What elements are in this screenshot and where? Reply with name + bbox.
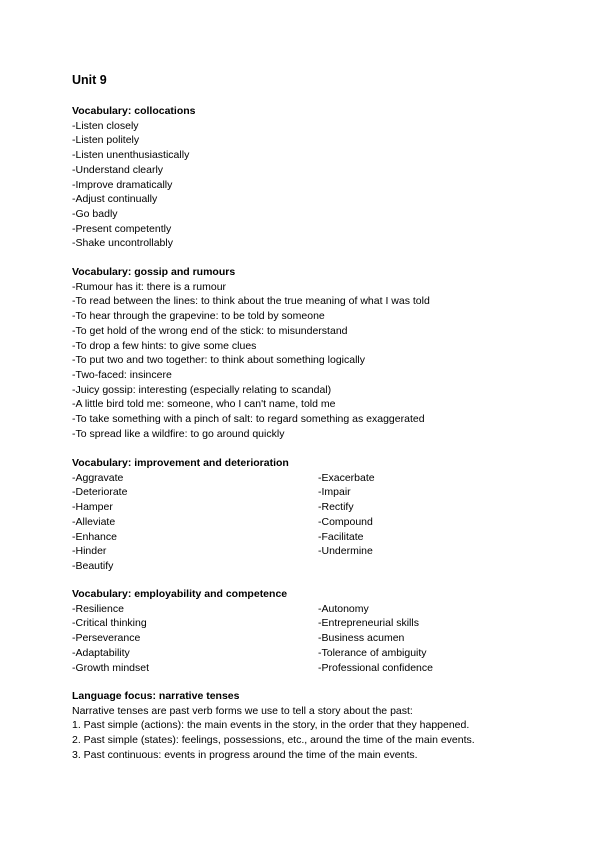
list-item: -Exacerbate	[318, 471, 375, 484]
list-item: -Aggravate	[72, 471, 124, 484]
list-item: -Listen closely	[72, 119, 139, 132]
employability-left-column	[72, 602, 318, 676]
list-item: -To get hold of the wrong end of the stick: to misunderstand	[72, 324, 348, 337]
list-item: -To read between the lines: to think about the true meaning of what I was told	[72, 295, 430, 308]
list-item: -Alleviate	[72, 515, 116, 528]
list-item: -Beautify	[72, 559, 114, 572]
improvement-heading: Vocabulary: improvement and deterioration	[72, 457, 289, 469]
list-item: -A little bird told me: someone, who I can't name, told me	[72, 398, 336, 411]
improvement-left-column	[72, 471, 318, 574]
unit-title: Unit 9	[72, 73, 107, 87]
list-item: -Enhance	[72, 530, 117, 543]
list-item: -Facilitate	[318, 530, 364, 543]
list-item: -Growth mindset	[72, 661, 150, 674]
paragraph-line: 3. Past continuous: events in progress around the time of the main events.	[72, 748, 418, 761]
paragraph-line: Narrative tenses are past verb forms we use to tell a story about the past:	[72, 704, 413, 717]
list-item: -Adaptability	[72, 646, 130, 659]
list-item: -To spread like a wildfire: to go around quickly	[72, 427, 285, 440]
list-item: -Improve dramatically	[72, 178, 173, 191]
list-item: -Juicy gossip: interesting (especially relating to scandal)	[72, 383, 332, 396]
employability-columns	[72, 602, 542, 676]
employability-right-column	[318, 602, 518, 676]
list-item: -Rectify	[318, 501, 354, 514]
list-item: -Listen unenthusiastically	[72, 149, 190, 162]
list-item: -Autonomy	[318, 602, 369, 615]
collocations-section	[72, 104, 542, 251]
list-item: -To take something with a pinch of salt: to regard something as exaggerated	[72, 413, 425, 426]
list-item: -Impair	[318, 486, 351, 499]
list-item: -Compound	[318, 515, 373, 528]
improvement-section	[72, 456, 542, 574]
list-item: -Undermine	[318, 545, 373, 558]
list-item: -Understand clearly	[72, 163, 164, 176]
narrative-section	[72, 689, 572, 763]
list-item: -Resilience	[72, 602, 124, 615]
list-item: -Listen politely	[72, 134, 140, 147]
list-item: -Perseverance	[72, 632, 141, 645]
list-item: -Adjust continually	[72, 193, 158, 206]
employability-heading: Vocabulary: employability and competence	[72, 588, 288, 600]
employability-section	[72, 587, 542, 675]
list-item: -Professional confidence	[318, 661, 433, 674]
paragraph-line: 2. Past simple (states): feelings, possessions, etc., around the time of the main events.	[72, 734, 475, 747]
list-item: -Hamper	[72, 501, 113, 514]
list-item: -Shake uncontrollably	[72, 237, 173, 250]
narrative-heading: Language focus: narrative tenses	[72, 690, 240, 702]
list-item: -Critical thinking	[72, 617, 147, 630]
gossip-heading: Vocabulary: gossip and rumours	[72, 266, 236, 278]
list-item: -Two-faced: insincere	[72, 368, 172, 381]
collocations-heading: Vocabulary: collocations	[72, 105, 196, 117]
improvement-columns	[72, 471, 542, 574]
gossip-section	[72, 265, 542, 441]
list-item: -Deteriorate	[72, 486, 128, 499]
list-item: -To hear through the grapevine: to be told by someone	[72, 310, 325, 323]
list-item: -Entrepreneurial skills	[318, 617, 419, 630]
improvement-right-column	[318, 471, 518, 574]
list-item: -To drop a few hints: to give some clues	[72, 339, 257, 352]
paragraph-line: 1. Past simple (actions): the main events in the story, in the order that they happened.	[72, 719, 470, 732]
list-item: -Business acumen	[318, 632, 405, 645]
list-item: -Rumour has it: there is a rumour	[72, 280, 227, 293]
list-item: -Present competently	[72, 222, 172, 235]
list-item: -To put two and two together: to think about something logically	[72, 354, 366, 367]
list-item: -Hinder	[72, 545, 107, 558]
list-item: -Go badly	[72, 207, 118, 220]
list-item: -Tolerance of ambiguity	[318, 646, 427, 659]
